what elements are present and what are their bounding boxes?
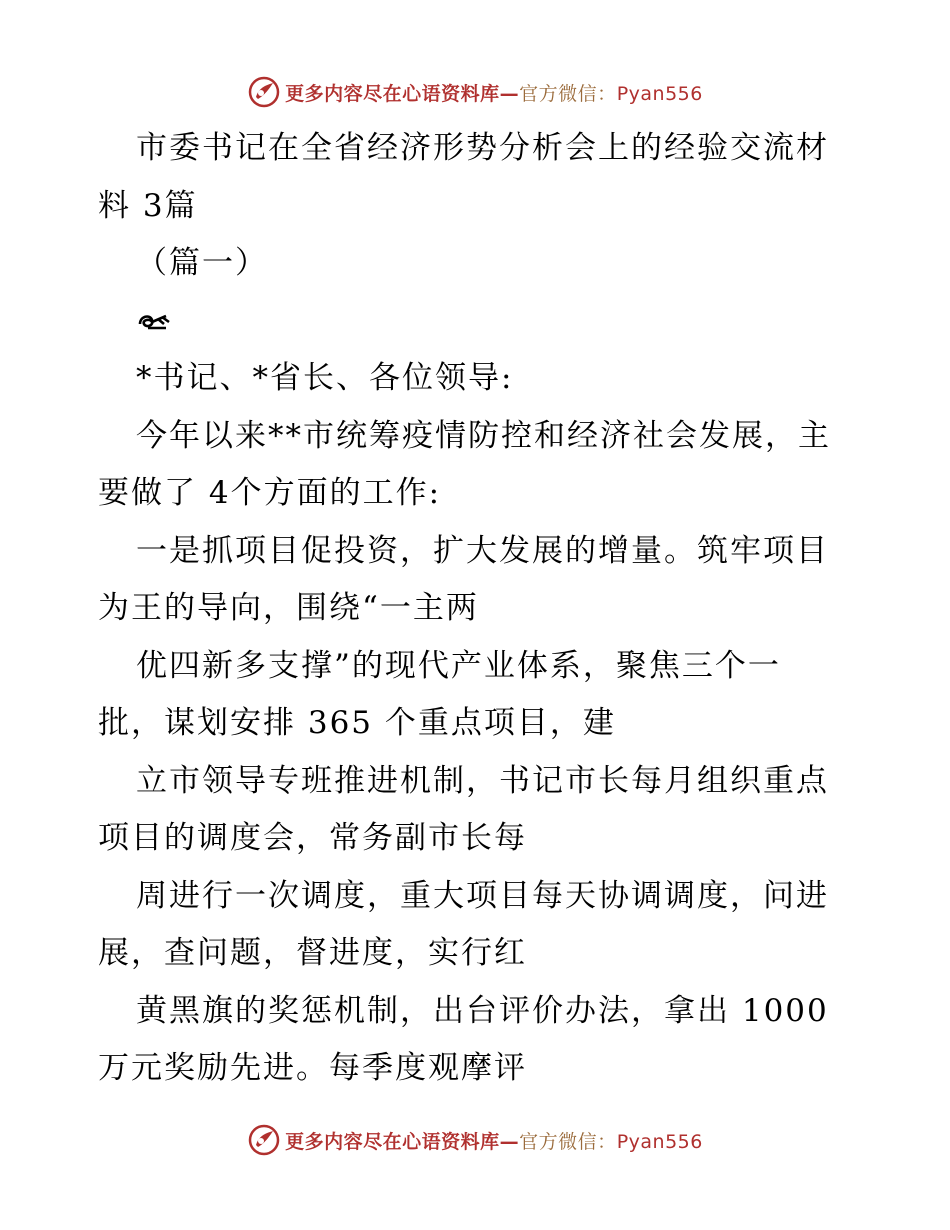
banner-site-text: 更多内容尽在心语资料库 <box>285 1130 500 1153</box>
banner-wechat-id: Pyan556 <box>616 1130 703 1153</box>
body-line: 万元奖励先进。每季度观摩评 <box>98 1050 527 1086</box>
body-line: 展，查问题，督进度，实行红 <box>98 935 527 971</box>
banner-text <box>285 79 703 106</box>
salutation: *书记、*省长、各位领导: <box>136 360 514 396</box>
body-line: 今年以来**市统筹疫情防控和经济社会发展，主 <box>136 417 831 454</box>
body-line: 周进行一次调度，重大项目每天协调调度，问进 <box>136 877 829 914</box>
body-line: 立市领导专班推进机制，书记市长每月组织重点 <box>136 762 829 799</box>
banner-wechat-label: 官方微信： <box>519 1130 617 1153</box>
banner-site-text: 更多内容尽在心语资料库 <box>285 82 500 105</box>
body-line: 要做了 4个方面的工作: <box>98 475 442 511</box>
section-heading: （篇一） <box>136 245 268 281</box>
body-line: 项目的调度会，常务副市长每 <box>98 820 527 856</box>
banner-dash: — <box>499 1130 520 1153</box>
body-line: 为王的导向，围绕“一主两 <box>98 590 479 626</box>
body-line: 优四新多支撑”的现代产业体系，聚焦三个一 <box>136 647 781 684</box>
document-title-line-2: 料 3篇 <box>98 187 198 224</box>
banner-wechat-label: 官方微信： <box>519 82 617 105</box>
banner-dash: — <box>499 82 520 105</box>
document-title-line-1: 市委书记在全省经济形势分析会上的经验交流材 <box>136 130 829 166</box>
body-line: 黄黑旗的奖惩机制，出台评价办法，拿出 1000 <box>136 992 829 1029</box>
ornament-icon <box>136 310 172 336</box>
logo-icon <box>247 75 281 109</box>
banner-text <box>285 1127 703 1154</box>
document-body <box>98 120 858 1098</box>
header-banner <box>0 72 950 112</box>
footer-banner <box>0 1120 950 1160</box>
logo-icon <box>247 1123 281 1157</box>
banner-wechat-id: Pyan556 <box>616 82 703 105</box>
body-line: 批，谋划安排 365 个重点项目，建 <box>98 705 616 741</box>
ornament-row <box>98 293 858 351</box>
body-line: 一是抓项目促投资，扩大发展的增量。筑牢项目 <box>136 532 829 569</box>
